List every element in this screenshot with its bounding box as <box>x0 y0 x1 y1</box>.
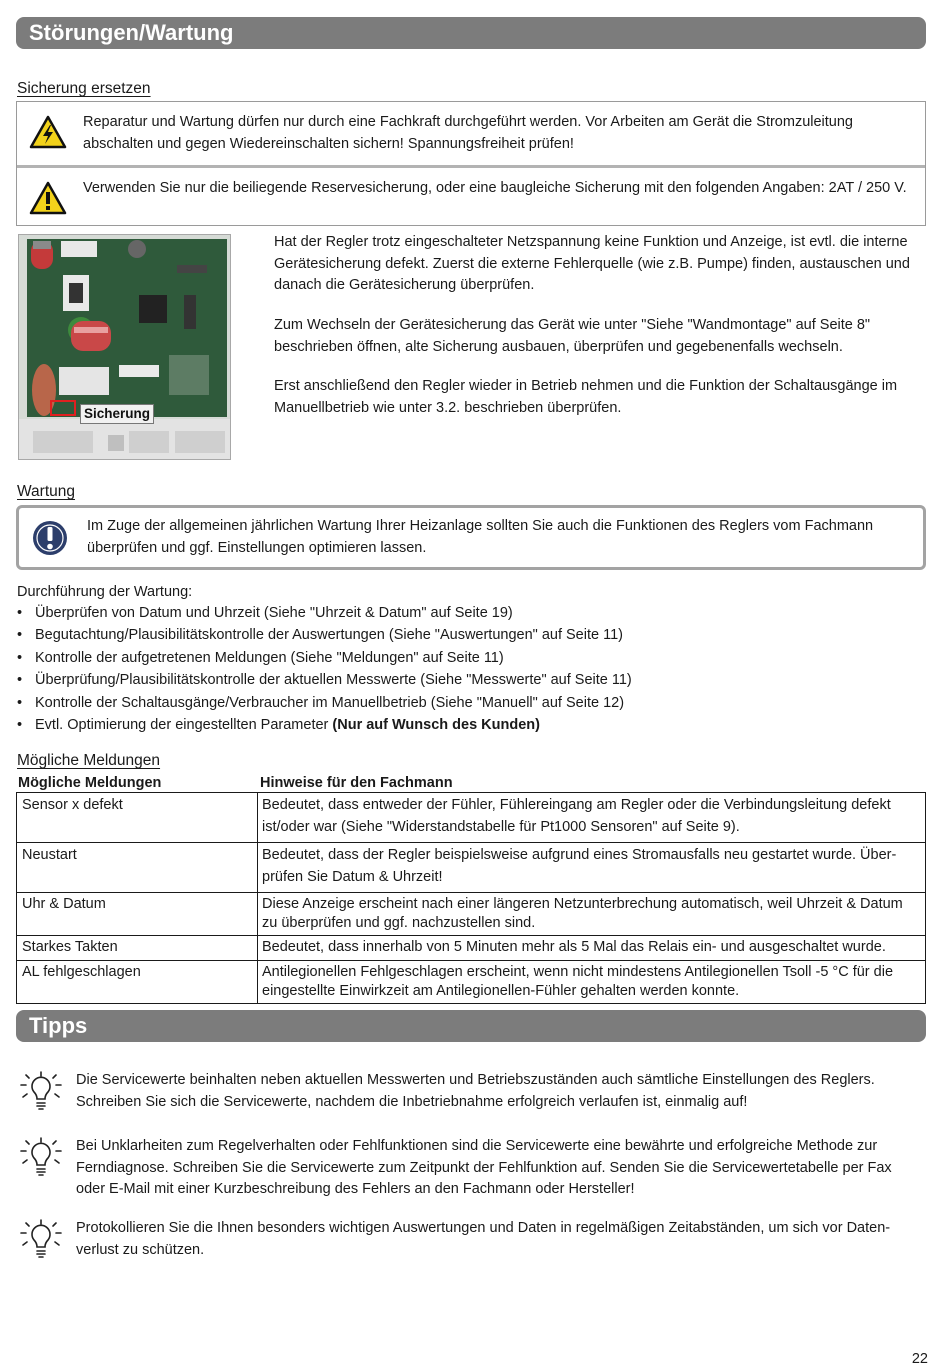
list-item-text: Evtl. Optimierung der eingestellten Parameter <box>35 716 333 733</box>
hint-cell: Diese Anzeige erscheint nach einer längeren Netzunterbrechung automatisch, weil Uhrzeit & Datum zu überprüfen und ggf. nachzustellen sind. <box>258 893 926 936</box>
circuit-board-illustration <box>19 235 231 460</box>
message-cell: Uhr & Datum <box>17 893 258 936</box>
maintenance-intro: Durchführung der Wartung: <box>17 584 193 600</box>
message-cell: AL fehlgeschlagen <box>17 961 258 1004</box>
warning-row-1 <box>17 102 925 165</box>
section-title-tipps: Tipps <box>16 1010 926 1042</box>
tip-text: Bei Unklarheiten zum Regelverhalten oder Fehlfunktionen sind die Servicewerte eine bewährte und erfolgreiche Methode zur Ferndiagnose. Schreiben Sie die Servicewerte zum Zeitpunkt der Fehlfunktion auf. Senden Sie die Servicewertetabelle per Fax oder E-Mail mit einer Kurzbeschreibung des Fehlers an den Fachmann oder Hersteller! <box>76 1138 892 1197</box>
list-item: • Überprüfen von Datum und Uhrzeit (Siehe "Uhrzeit & Datum" auf Seite 19) <box>17 603 632 625</box>
exclamation-icon <box>31 519 69 557</box>
message-cell: Sensor x defekt <box>17 793 258 843</box>
tip-item <box>18 1070 918 1116</box>
page-number: 22 <box>911 1351 928 1365</box>
hint-cell: Bedeutet, dass innerhalb von 5 Minuten mehr als 5 Mal das Relais ein- und ausgeschaltet wurde. <box>258 936 926 961</box>
fuse-heading: Sicherung ersetzen <box>17 80 151 97</box>
list-item: • Überprüfung/Plausibilitätskontrolle der aktuellen Messwerte (Siehe "Messwerte" auf Seite 11) <box>17 670 632 692</box>
message-cell: Neustart <box>17 843 258 893</box>
hint-cell: Bedeutet, dass der Regler beispielsweise aufgrund eines Stromausfalls neu gestartet wurde. Überprüfen Sie Datum & Uhrzeit! <box>258 843 926 893</box>
maintenance-list <box>17 603 632 737</box>
fuse-paragraph-1: Hat der Regler trotz eingeschalteter Netzspannung keine Funktion und Anzeige, ist evtl. die interne Gerätesicherung defekt. Zuerst die externe Fehlerquelle (wie z.B. Pumpe) finden, austauschen und danach die Gerätesicherung überprüfen. <box>274 234 910 293</box>
maintenance-note-text: Im Zuge der allgemeinen jährlichen Wartung Ihrer Heizanlage sollten Sie auch die Funktionen des Reglers vom Fachmann überprüfen und ggf. Einstellungen optimieren lassen. <box>87 518 874 556</box>
list-item: • Kontrolle der Schaltausgänge/Verbraucher im Manuellbetrieb (Siehe "Manuell" auf Seite 12) <box>17 693 632 715</box>
section-title-stoerungen: Störungen/Wartung <box>16 17 926 49</box>
hint-cell: Bedeutet, dass entweder der Fühler, Fühlereingang am Regler oder die Verbindungsleitung defekt ist/oder war (Siehe "Widerstandstabelle für Pt1000 Sensoren" auf Seite 9). <box>258 793 926 843</box>
messages-heading: Mögliche Meldungen <box>17 752 161 769</box>
table-row <box>17 961 926 1004</box>
warning-box <box>16 101 926 226</box>
caution-warning-icon <box>29 181 67 215</box>
lightbulb-icon <box>18 1070 64 1116</box>
fuse-image-label: Sicherung <box>80 404 154 424</box>
circuit-board-image <box>18 234 231 460</box>
lightbulb-icon <box>18 1136 64 1182</box>
table-row <box>17 793 926 843</box>
tip-text: Die Servicewerte beinhalten neben aktuellen Messwerten und Betriebszuständen auch sämtliche Einstellungen des Reglers. Schreiben Sie sich die Servicewerte, nachdem die Inbetriebnahme erfolgreich verlaufen ist, einmalig auf! <box>76 1072 875 1110</box>
table-row <box>17 843 926 893</box>
hint-cell: Antilegionellen Fehlgeschlagen erscheint, wenn nicht mindestens Antilegionellen Tsoll -5 °C für die eingestellte Einwirkzeit am Antilegionellen-Fühler gehalten werden konnte. <box>258 961 926 1004</box>
list-item: • Begutachtung/Plausibilitätskontrolle der Auswertungen (Siehe "Auswertungen" auf Seite 11) <box>17 625 632 647</box>
tip-text: Protokollieren Sie die Ihnen besonders wichtigen Auswertungen und Daten in regelmäßigen Zeitabständen, um sich vor Datenverlust zu schützen. <box>76 1220 891 1258</box>
fuse-paragraph-3: Erst anschließend den Regler wieder in Betrieb nehmen und die Funktion der Schaltausgänge im Manuellbetrieb wie unter 3.2. beschrieben überprüfen. <box>274 378 898 416</box>
warning-text-2: Verwenden Sie nur die beiliegende Reservesicherung, oder eine baugleiche Sicherung mit den folgenden Angaben: 2AT / 250 V. <box>83 180 907 196</box>
tip-item <box>18 1218 918 1264</box>
list-item-emphasis: (Nur auf Wunsch des Kunden) <box>332 716 540 733</box>
messages-col1-header: Mögliche Meldungen <box>18 775 162 791</box>
list-item: • Kontrolle der aufgetretenen Meldungen (Siehe "Meldungen" auf Seite 11) <box>17 648 632 670</box>
messages-col2-header: Hinweise für den Fachmann <box>260 775 453 791</box>
maintenance-note-box <box>16 505 926 570</box>
fuse-paragraph-2: Zum Wechseln der Gerätesicherung das Gerät wie unter "Siehe "Wandmontage" auf Seite 8" beschrieben öffnen, alte Sicherung ausbauen, überprüfen und gegebenenfalls wechseln. <box>274 317 871 355</box>
warning-text-1: Reparatur und Wartung dürfen nur durch eine Fachkraft durchgeführt werden. Vor Arbeiten am Gerät die Stromzuleitung abschalten und gegen Wiedereinschalten sichern! Spannungsfreiheit prüfen! <box>83 114 853 152</box>
high-voltage-warning-icon <box>29 115 67 149</box>
list-item <box>17 715 632 737</box>
warning-row-2 <box>17 165 925 225</box>
table-row <box>17 893 926 936</box>
lightbulb-icon <box>18 1218 64 1264</box>
tip-item <box>18 1136 918 1201</box>
table-row <box>17 936 926 961</box>
maintenance-heading: Wartung <box>17 483 76 500</box>
messages-table <box>16 792 926 1004</box>
message-cell: Starkes Takten <box>17 936 258 961</box>
